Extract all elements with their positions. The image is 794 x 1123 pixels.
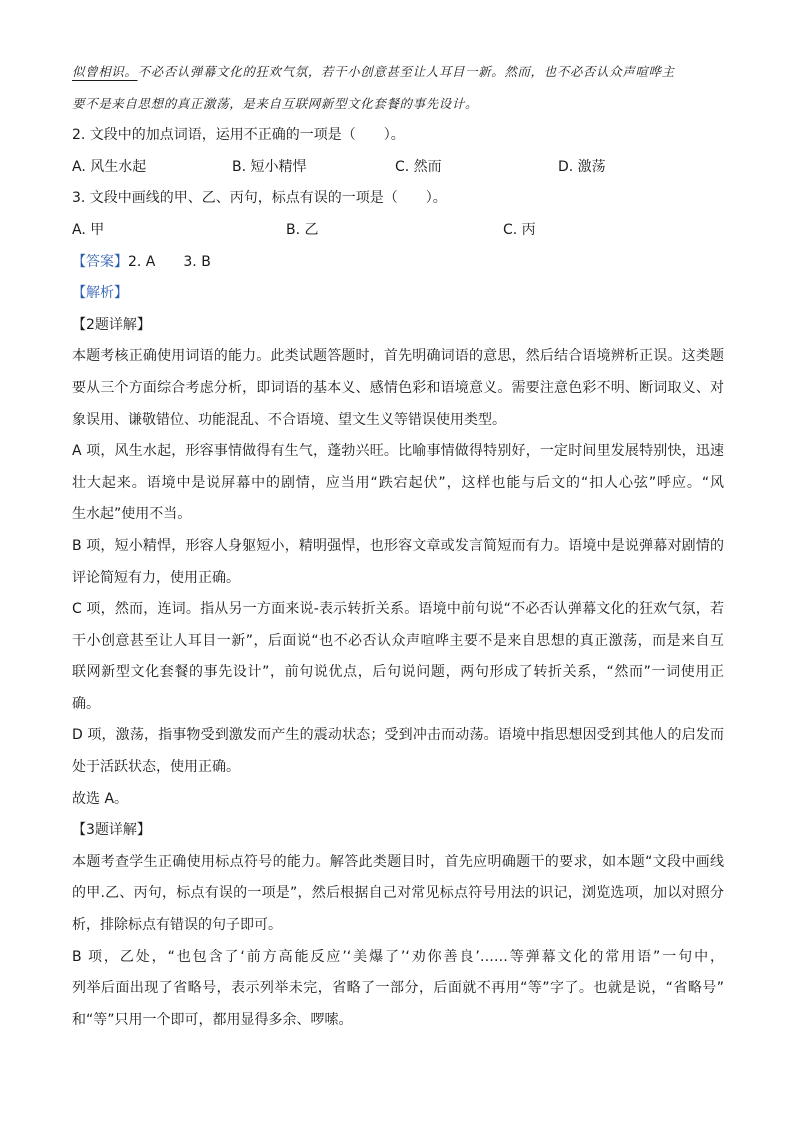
answer-line	[72, 252, 724, 272]
document-page	[72, 62, 724, 1041]
q2-option-d: D. 激荡	[558, 158, 606, 175]
q2-detail-line: 要从三个方面综合考虑分析，即词语的基本义、感情色彩和语境意义。需要注意色彩不明、断词取义、对	[72, 379, 724, 396]
q3-detail-line: B 项，乙处，“也包含了‘前方高能反应’‘美爆了’‘劝你善良’……等弹幕文化的常用语”一句中，	[72, 948, 724, 965]
q2-detail-line: B 项，短小精悍，形容人身躯短小，精明强悍，也形容文章或发言简短而有力。语境中是说弹幕对剧情的	[72, 537, 724, 554]
answer-content: 2. A 3. B	[128, 253, 211, 270]
q3-option-a: A. 甲	[72, 221, 105, 238]
q3-detail-heading: 【3题详解】	[72, 822, 151, 839]
q2-option-c: C. 然而	[395, 158, 442, 175]
q2-detail-line: 干小创意甚至让人耳目一新”，后面说“也不必否认众声喧哗主要不是来自思想的真正激荡，而是来自互	[72, 632, 724, 649]
q3-option-c: C. 丙	[503, 221, 536, 238]
q2-detail-line: C 项，然而，连词。指从另一方面来说-表示转折关系。语境中前句说“不必否认弹幕文化的狂欢气氛，若	[72, 601, 724, 618]
underlined-sentence: 似曾相识。	[72, 64, 138, 79]
q2-options	[72, 157, 724, 177]
q3-stem: 3. 文段中画线的甲、乙、丙句，标点有误的一项是（ ）。	[72, 190, 447, 207]
q3-detail-line: 本题考查学生正确使用标点符号的能力。解答此类题目时，首先应明确题干的要求，如本题“文段中画线	[72, 853, 724, 870]
q3-detail-line: 和“等”只用一个即可，都用显得多余、啰嗦。	[72, 1011, 353, 1028]
q3-detail-line: 列举后面出现了省略号，表示列举未完，省略了一部分，后面就不再用“等”字了。也就是说，“省略号”	[72, 980, 724, 997]
q3-detail-line: 的甲.乙、丙句，标点有误的一项是”，然后根据自己对常见标点符号用法的识记，浏览选项，加以对照分	[72, 885, 724, 902]
q2-detail-line: 确。	[72, 695, 100, 712]
q2-detail-line: D 项，激荡，指事物受到激发而产生的震动状态；受到冲击而动荡。语境中指思想因受到其他人的启发而	[72, 727, 724, 744]
q2-option-a: A. 风生水起	[72, 158, 147, 175]
answer-tag: 【答案】	[72, 253, 128, 270]
q3-options	[72, 220, 724, 240]
q2-detail-line: 生水起”使用不当。	[72, 506, 192, 523]
q2-detail-line: 壮大起来。语境中是说屏幕中的剧情，应当用“跌宕起伏”，这样也能与后文的“扣人心弦”呼应。“风	[72, 474, 724, 491]
q2-detail-line: A 项，风生水起，形容事情做得有生气，蓬勃兴旺。比喻事情做得特别好，一定时间里发展特别快，迅速	[72, 443, 724, 460]
q2-detail-line: 象误用、谦敬错位、功能混乱、不合语境、望文生义等错误使用类型。	[72, 411, 506, 428]
q3-option-b: B. 乙	[286, 221, 319, 238]
q2-detail-line: 处于活跃状态，使用正确。	[72, 759, 240, 776]
q2-detail-line: 故选 A。	[72, 790, 129, 807]
q2-stem: 2. 文段中的加点词语，运用不正确的一项是（ ）。	[72, 127, 405, 144]
passage-line-1	[72, 62, 724, 82]
passage-text: 不必否认弹幕文化的狂欢气氛，若干小创意甚至让人耳目一新。然而，也不必否认众声喧哗主	[137, 64, 675, 79]
q2-detail-line: 联网新型文化套餐的事先设计”，前句说优点，后句说问题，两句形成了转折关系，“然而”一词使用正	[72, 664, 724, 681]
q2-detail-line: 本题考核正确使用词语的能力。此类试题答题时，首先明确词语的意思，然后结合语境辨析正误。这类题	[72, 348, 724, 365]
q2-detail-heading: 【2题详解】	[72, 316, 151, 333]
q2-detail-line: 评论简短有力，使用正确。	[72, 569, 240, 586]
analysis-tag: 【解析】	[72, 285, 128, 302]
q2-option-b: B. 短小精悍	[232, 158, 307, 175]
passage-line-2: 要不是来自思想的真正激荡，是来自互联网新型文化套餐的事先设计。	[72, 95, 479, 111]
q3-detail-line: 析，排除标点有错误的句子即可。	[72, 917, 282, 934]
